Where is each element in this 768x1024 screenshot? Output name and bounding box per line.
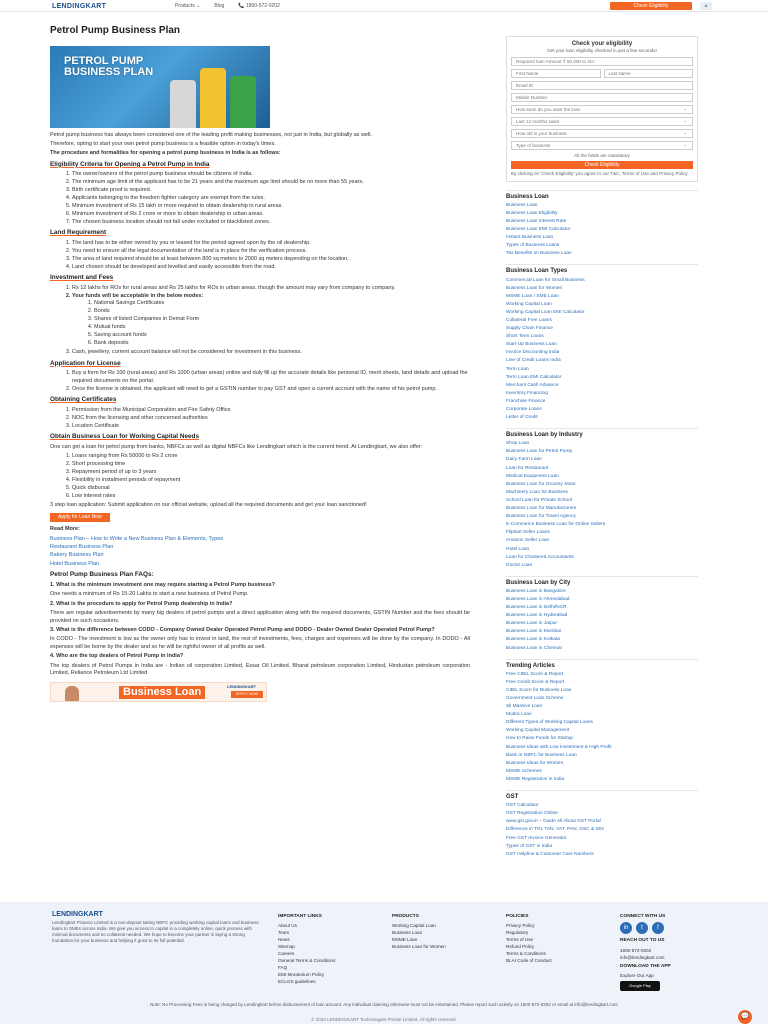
- sidebar-link[interactable]: Mudra Loan: [506, 712, 532, 718]
- sidebar-link[interactable]: Instant Business Loan: [506, 235, 554, 241]
- list-item: 2. The minimum age limit of the applicant has to be 21 years and the maximum age limit should be no more than 55 years.: [72, 179, 470, 186]
- footer-link[interactable]: General Terms & Conditions: [278, 958, 336, 964]
- sidebar-group: [506, 790, 698, 859]
- faq-answer: One needs a minimum of Rs 15-20 Lakhs to start a new business of Petrol Pump.: [50, 591, 249, 598]
- sidebar-link[interactable]: Business Loan for Grocery Store: [506, 481, 576, 487]
- read-more-link[interactable]: Restaurant Business Plan: [50, 544, 114, 551]
- footer-col-title: PRODUCTS: [392, 914, 419, 919]
- sidebar-link[interactable]: Business Loan for Travel Agency: [506, 514, 576, 520]
- investment-heading: Investment and Fees: [50, 274, 114, 282]
- sidebar-link[interactable]: Term Loan: [506, 366, 529, 372]
- list-item: 1. The land has to be either owned by you or leased for the period agreed upon by the oil dealership.: [72, 240, 470, 247]
- apply-loan-button[interactable]: Apply for Loan Now: [50, 513, 110, 522]
- footer-phone[interactable]: 1800-572-0202: [620, 947, 652, 953]
- read-more-link[interactable]: Business Plan – How to Write a New Business Plan & Elements, Types: [50, 535, 224, 542]
- list-item: 1. National Savings Certificates: [94, 300, 470, 307]
- footer-logo[interactable]: LENDINGKART: [52, 911, 103, 918]
- faq-question: 3. What is the difference between CODO - Company Owned Dealer Operated Petrol Pump and DODO - Dealer Owned Dealer Operated Petrol Pump?: [50, 627, 435, 634]
- last-name-field[interactable]: Last Name: [604, 69, 694, 78]
- footer-link[interactable]: Working Capital Loan: [392, 923, 436, 929]
- sidebar-link[interactable]: Hotel Loan: [506, 546, 530, 552]
- list-item: 2. Your funds will be acceptable in the below modes: 1. National Savings Certificates 2. Bonds 3. Shares of listed Companies in Demat Form 4. Mutual funds 5. Saving account funds 6. Bank deposits: [72, 293, 470, 347]
- fund-modes-list: [72, 300, 470, 347]
- sidebar-link[interactable]: www.gst.gov.in – Guide All About GST Portal: [506, 819, 601, 825]
- list-item: 6. Minimum investment of Rs 2 crore or more to obtain dealership in urban areas.: [72, 211, 470, 218]
- footer: [0, 902, 768, 1024]
- footer-link[interactable]: BLAI Code of Conduct: [506, 958, 552, 964]
- faq-answer: There are regular advertisements by many big dealers of petrol pumps and a direct application along with the required documents, GSTIN Number and the fees should be provided on such occasions.: [50, 610, 470, 624]
- sidebar-link[interactable]: Business Loan in Hyderabad: [506, 613, 568, 619]
- footer-col-important-links: [278, 914, 335, 985]
- sidebar-link[interactable]: Letter of Credit: [506, 415, 538, 421]
- sidebar-link[interactable]: Free Credit Score & Report: [506, 679, 565, 685]
- sidebar-link[interactable]: Amazon Seller Loan: [506, 538, 550, 544]
- nav-blog[interactable]: Blog: [214, 3, 225, 9]
- pump-nozzle-icon: [230, 76, 256, 128]
- list-item: 1. The owner/owners of the petrol pump business should be citizens of India.: [72, 171, 470, 178]
- sidebar-link[interactable]: Doctor Loan: [506, 562, 533, 568]
- faq-answer: The top dealers of Petrol Pumps in India are - Indian oil corporation Limited, Essar Oil Limited, Bharat petroleum corporation Limited, Hindustan petroleum corporation Limited, Reliance Petroleum Ltd Limited: [50, 662, 470, 677]
- sidebar-link[interactable]: Supply Chain Finance: [506, 326, 553, 332]
- sidebar-group-title: Business Loan: [506, 190, 698, 202]
- sidebar-group: [506, 428, 698, 570]
- nav-products[interactable]: Products ⌄: [175, 3, 201, 9]
- sidebar-link[interactable]: Difference in TIN, TAN, VAT, PAN, GSC & DIN: [506, 827, 604, 833]
- sidebar-link[interactable]: Business Loan EMI Calculator: [506, 227, 571, 233]
- list-item: 5. Minimum investment of Rs 15 lakh or more required to obtain dealership in rural areas.: [72, 203, 470, 210]
- page-title: Petrol Pump Business Plan: [50, 25, 181, 36]
- sidebar-link-groups: [506, 190, 698, 859]
- sidebar-link[interactable]: Corporate Loans: [506, 407, 542, 412]
- faq-heading: Petrol Pump Business Plan FAQs:: [50, 571, 154, 579]
- footer-col-connect: [620, 914, 671, 991]
- sidebar-link[interactable]: Working Capital Management: [506, 728, 570, 734]
- intro-paragraph: Petrol pump business has always been considered one of the leading profit making businesses, not just in India, but globally as well.: [50, 131, 372, 138]
- sales-select[interactable]: Last 12 months sales ⌄: [511, 117, 693, 126]
- loan-step: 3 step loan application: Submit application on our official website, upload all the required documents and get your loan sanctioned!: [50, 502, 367, 509]
- sidebar-group: [506, 659, 698, 784]
- list-item: 1. Loans ranging from Rs 50000 to Rs 2 crore: [72, 453, 470, 460]
- footer-explore: Explore Our App: [620, 973, 654, 979]
- footer-col-title: POLICIES: [506, 914, 529, 919]
- sidebar-link[interactable]: Medical Equipment Loan: [506, 473, 559, 479]
- footer-col-policies: [506, 914, 552, 964]
- sidebar-link[interactable]: Machinery Loan for Business: [506, 489, 568, 495]
- list-item: 7. The chosen business location should not fall under excluded or blacklisted zones.: [72, 219, 470, 226]
- footer-link[interactable]: Team: [278, 930, 290, 936]
- sidebar-link[interactable]: MSME Registration in India: [506, 776, 565, 782]
- sidebar-group: [506, 576, 698, 653]
- sidebar-link[interactable]: GST Calculator: [506, 803, 539, 809]
- business-loan-banner[interactable]: [50, 682, 267, 702]
- sidebar-link[interactable]: CIBIL Score for Business Loan: [506, 687, 572, 693]
- sidebar-link[interactable]: GST Registration Online: [506, 811, 558, 817]
- nav-phone[interactable]: 📞 1800-572-0202: [238, 3, 280, 9]
- sidebar-link[interactable]: Free CIBIL Score & Report: [506, 671, 564, 677]
- sidebar-link[interactable]: Business Loan Interest Rate: [506, 218, 567, 224]
- eligibility-list: [50, 171, 470, 226]
- list-item: 4. Mutual funds: [94, 324, 470, 331]
- list-item: 6. Bank deposits: [94, 340, 470, 347]
- faq-question: 2. What is the procedure to apply for Petrol Pump dealership in India?: [50, 600, 233, 607]
- sidebar-link[interactable]: Business Loan for Manufacturers: [506, 506, 577, 512]
- sidebar-link[interactable]: Government Loan Scheme: [506, 696, 564, 701]
- sidebar-link[interactable]: Franchise Finance: [506, 398, 546, 404]
- loan-heading: Obtain Business Loan for Working Capital Needs: [50, 432, 200, 440]
- sidebar-link[interactable]: GST Helpline & Customer Care Numbers: [506, 851, 594, 857]
- list-item: 3. The area of land required should be at least between 800 sq meters to 2000 sq meters depending on the location.: [72, 256, 470, 263]
- list-item: 3. Birth certificate proof is required.: [72, 187, 470, 194]
- sidebar-link[interactable]: Inventory Financing: [506, 390, 548, 396]
- sidebar-link[interactable]: Business Loan in Delhi/NCR: [506, 605, 567, 611]
- list-item: 4. Flexibility in instalment periods of repayment: [72, 477, 470, 484]
- footer-link[interactable]: Terms of Use: [506, 937, 534, 943]
- main-nav: [175, 3, 280, 10]
- intro-paragraph-2: Therefore, opting to start your own petrol pump business is a feasible option in today's times.: [50, 140, 276, 147]
- list-item: 6. Low interest rates: [72, 493, 470, 500]
- footer-link[interactable]: Careers: [278, 951, 295, 957]
- sidebar-link[interactable]: Loan for Chartered Accountants: [506, 554, 574, 560]
- pump-nozzle-icon: [170, 80, 196, 128]
- sidebar-link[interactable]: Types of GST in India: [506, 843, 553, 849]
- sidebar-link[interactable]: Working Capital Loan EMI Calculator: [506, 309, 585, 315]
- license-list: [50, 370, 470, 393]
- footer-col-products: [392, 914, 446, 950]
- list-item: 3. Cash, jewellery, current account balance will not be considered for investment in this business.: [72, 349, 470, 356]
- list-item: 3. Repayment period of up to 3 years: [72, 469, 470, 476]
- read-more-label: Read More:: [50, 526, 80, 533]
- sidebar-link[interactable]: Start-Up Business Loan: [506, 342, 557, 348]
- business-type-select[interactable]: Type of business ⌄: [511, 141, 693, 150]
- sidebar-link[interactable]: Business Loan Eligibility: [506, 210, 558, 216]
- first-name-field[interactable]: First Name: [511, 69, 601, 78]
- sidebar-link[interactable]: Flipkart Seller Loans: [506, 530, 550, 536]
- sidebar-link[interactable]: Business Loan in Mumbai: [506, 629, 561, 635]
- sidebar-link[interactable]: Term Loan EMI Calculator: [506, 374, 562, 380]
- sidebar-link[interactable]: Business Loan in Kolkata: [506, 637, 560, 643]
- sidebar-group-title: GST: [506, 790, 698, 802]
- sidebar-link[interactable]: MSME Loan / SME Loan: [506, 293, 559, 299]
- hero-title: PETROL PUMP BUSINESS PLAN: [64, 54, 154, 79]
- loan-intro: One can get a loan for petrol pump from banks, NBFCs as well as digital NBFCs like Lendingkart which is the current trend. At Lendingkart, we also offer:: [50, 443, 423, 450]
- procedure-heading: The procedure and formalities for opening a petrol pump business in India is as follows:: [50, 150, 281, 157]
- loan-timing-select[interactable]: How soon do you want the loan ⌄: [511, 105, 693, 114]
- faq-question: 1. What is the minimum investment one may require starting a Petrol Pump business?: [50, 581, 275, 588]
- banner-apply-button[interactable]: APPLY NOW: [231, 691, 263, 698]
- eligibility-form: [506, 36, 698, 182]
- sidebar-link[interactable]: Loan for Restaurant: [506, 465, 549, 471]
- twitter-icon[interactable]: t: [636, 922, 648, 934]
- list-item: 4. Applicants belonging to the freedom fighter category are exempt from the rules.: [72, 195, 470, 202]
- sidebar-link[interactable]: Business Loan in Chennai: [506, 645, 562, 651]
- footer-link[interactable]: Terms & Conditions: [506, 951, 546, 957]
- footer-link[interactable]: EMI Moratorium Policy: [278, 972, 325, 978]
- form-check-eligibility-button[interactable]: Check Eligibility: [511, 161, 693, 169]
- banner-title: Business Loan: [119, 686, 205, 699]
- list-item: 4. Land chosen should be developed and levelled and easily accessible from the road.: [72, 264, 470, 271]
- sidebar-link[interactable]: Collateral Free Loans: [506, 317, 552, 323]
- footer-col-title: DOWNLOAD THE APP: [620, 963, 671, 969]
- google-play-badge[interactable]: Google Play: [620, 981, 660, 991]
- faq-answer: In CODO - The investment is low as the owner only has to invest in land, the rest of investments, fees, charges and expenses will be done by the company. In DODO - All expenses will be borne by the dealer and so he will be rightful owner of all profits as well.: [50, 636, 470, 650]
- list-item: 1. Permission from the Municipal Corporation and Fire Safety Office: [72, 407, 470, 414]
- license-heading: Application for License: [50, 359, 121, 367]
- pump-nozzle-icon: [200, 68, 226, 128]
- sidebar-group: [506, 190, 698, 259]
- sidebar-link[interactable]: School Loan for Private School: [506, 497, 572, 503]
- logo[interactable]: LENDINGKART: [52, 3, 107, 10]
- faq-question: 4. Who are the top dealers of Petrol Pump in India?: [50, 653, 184, 660]
- land-heading: Land Requirement: [50, 229, 107, 237]
- sidebar-link[interactable]: Short Term Loans: [506, 334, 544, 340]
- eligibility-heading: Eligibility Criteria for Opening a Petrol Pump in India: [50, 160, 210, 168]
- footer-col-title: CONNECT WITH US: [620, 914, 666, 919]
- footer-link[interactable]: News: [278, 937, 290, 943]
- footer-link[interactable]: MSME Loan: [392, 937, 418, 943]
- sidebar-link[interactable]: Business Loan in Ahmedabad: [506, 596, 570, 602]
- footer-email[interactable]: info@lendingkart.com: [620, 954, 665, 960]
- read-more-link[interactable]: Hotel Business Plan: [50, 560, 100, 567]
- chat-icon[interactable]: 💬: [738, 1010, 752, 1024]
- list-item: 2. Short processing time: [72, 461, 470, 468]
- sidebar-link[interactable]: Shop Loan: [506, 441, 530, 447]
- certificates-list: [50, 407, 470, 430]
- hero-image: [50, 46, 270, 128]
- list-item: 1. Rs 12 lakhs for ROs for rural areas and Rs 25 lakhs for ROs in urban areas, though the amount may vary from company to company.: [72, 285, 470, 292]
- sidebar-link[interactable]: Commercial Loan for Small Business: [506, 277, 585, 283]
- read-more-link[interactable]: Bakery Business Plan: [50, 552, 104, 559]
- sidebar: [506, 36, 698, 865]
- copyright: © 2020 LENDINGKART Technologies Private Limited. All rights reserved.: [311, 1017, 457, 1022]
- footer-col-title: IMPORTANT LINKS: [278, 914, 322, 919]
- sidebar-link[interactable]: Different Types of Working Capital Loans: [506, 720, 593, 726]
- investment-list: [50, 285, 470, 357]
- read-more-links: [50, 536, 470, 569]
- faq-list: [50, 582, 470, 678]
- list-item: 2. NOC from the licensing and other concerned authorities: [72, 415, 470, 422]
- sidebar-link[interactable]: Merchant Cash Advance: [506, 382, 559, 388]
- sidebar-link[interactable]: How to Raise Funds for Startup: [506, 736, 573, 742]
- top-header: [0, 0, 768, 12]
- certificates-heading: Obtaining Certificates: [50, 396, 117, 404]
- footer-col-title: REACH OUT TO US: [620, 938, 665, 944]
- mobile-field[interactable]: Mobile Number: [511, 93, 693, 102]
- sidebar-link[interactable]: Sil Massive Loan: [506, 704, 543, 710]
- mandatory-note: All the fields are mandatory: [574, 153, 630, 159]
- check-eligibility-button[interactable]: Check Eligibility: [610, 2, 692, 10]
- sidebar-link[interactable]: Line of Credit Loans India: [506, 358, 561, 364]
- sidebar-group-title: Trending Articles: [506, 659, 698, 671]
- person-illustration: [65, 686, 79, 702]
- article: [50, 24, 470, 702]
- sidebar-link[interactable]: E-Commerce Business Loan for Online Sellers: [506, 522, 606, 528]
- form-title: Check your eligibility: [571, 41, 633, 47]
- list-item: 3. Shares of listed Companies in Demat Form: [94, 316, 470, 323]
- sidebar-link[interactable]: Free GST Invoice Generator: [506, 835, 567, 841]
- facebook-icon[interactable]: f: [652, 922, 664, 934]
- list-item: 5. Saving account funds: [94, 332, 470, 339]
- sidebar-group-title: Business Loan Types: [506, 264, 698, 276]
- sidebar-link[interactable]: Business Loan for Women: [506, 285, 563, 291]
- sidebar-link[interactable]: Business Loan in Bangalore: [506, 588, 566, 594]
- footer-about: Lendingkart Finance Limited is a non-deposit taking NBFC providing working capital loans and business loans to SMEs across India. We give you access to capital in a completely online, quick process with minimal documents and no collateral needed. We hope to become your partner in laying a strong foundation for your business and helping it grow to its full potential.: [52, 920, 259, 944]
- banner-brand: LENDINGKART: [227, 683, 257, 689]
- sidebar-link[interactable]: Invoice Discounting India: [506, 350, 560, 356]
- footer-link[interactable]: Regulatory: [506, 930, 529, 936]
- list-item: 2. Bonds: [94, 308, 470, 315]
- terms-note: By clicking on 'Check Eligibility' you agree to our T&C, Terms of Use and Privacy Policy: [511, 171, 688, 177]
- sidebar-link[interactable]: Business Loan: [506, 202, 538, 208]
- footer-link[interactable]: FAQ: [278, 965, 288, 971]
- sidebar-link[interactable]: Bank or NBFC for Business Loan: [506, 752, 577, 758]
- sidebar-link[interactable]: Business Loan in Jaipur: [506, 621, 557, 627]
- sidebar-link[interactable]: MSME Schemes: [506, 768, 542, 774]
- business-age-select[interactable]: How old is your business ⌄: [511, 129, 693, 138]
- footer-link[interactable]: Privacy Policy: [506, 923, 535, 929]
- footer-link[interactable]: Sitemap: [278, 944, 295, 950]
- sidebar-group: [506, 264, 698, 422]
- sidebar-link[interactable]: Business Loan for Petrol Pump: [506, 449, 573, 455]
- footer-link[interactable]: ECLGS guidelines: [278, 979, 316, 985]
- email-field[interactable]: Email ID: [511, 81, 693, 90]
- list-item: 1. Buy a form for Rs 100 (rural areas) and Rs 1000 (urban areas) online and duly fill up the accurate details like personal ID, merit sheets, land details and upload the required documents on the portal.: [72, 370, 470, 385]
- sidebar-link[interactable]: Business Ideas with Low Investment & High Profit: [506, 744, 612, 750]
- linkedin-icon[interactable]: in: [620, 922, 632, 934]
- land-list: [50, 240, 470, 271]
- sidebar-link[interactable]: Types of Business Loans: [506, 243, 560, 249]
- sidebar-group-title: Business Loan by City: [506, 576, 698, 588]
- sidebar-link[interactable]: Working Capital Loan: [506, 301, 552, 307]
- footer-link[interactable]: Refund Policy: [506, 944, 535, 950]
- sidebar-link[interactable]: Tax Benefits on Business Loan: [506, 251, 572, 257]
- footer-link[interactable]: About Us: [278, 923, 297, 929]
- footer-link[interactable]: Business Loan: [392, 930, 423, 936]
- list-item: 3. Location Certificate: [72, 423, 470, 430]
- list-item: 2. Once the license is obtained, the applicant will need to get a GSTIN number to pay GST and open a current account with the name of his petrol pump.: [72, 386, 470, 393]
- sidebar-group-title: Business Loan by Industry: [506, 428, 698, 440]
- loan-list: [50, 453, 470, 500]
- form-subtitle: Get your loan eligibility checked in just a few seconds!: [547, 48, 657, 54]
- list-item: 5. Quick disbursal: [72, 485, 470, 492]
- sidebar-link[interactable]: Business Ideas for Women: [506, 760, 564, 766]
- list-item: 2. You need to ensure all the legal documentation of the land is in place for the verification process.: [72, 248, 470, 255]
- sidebar-link[interactable]: Dairy Farm Loan: [506, 457, 542, 463]
- footer-note: Note: No Processing Fees is being charged by Lendingkart before disbursement of loan amount. Any individual claiming otherwise must not be entertained. Please report such activity on 1800-572-0202 or email at info@lendingkart.com: [150, 1002, 618, 1007]
- language-icon[interactable]: A: [700, 2, 712, 10]
- footer-link[interactable]: Business Loan for Women: [392, 944, 446, 950]
- loan-amount-field[interactable]: Required loan Amount ₹ 50,000 to 2Cr: [511, 57, 693, 66]
